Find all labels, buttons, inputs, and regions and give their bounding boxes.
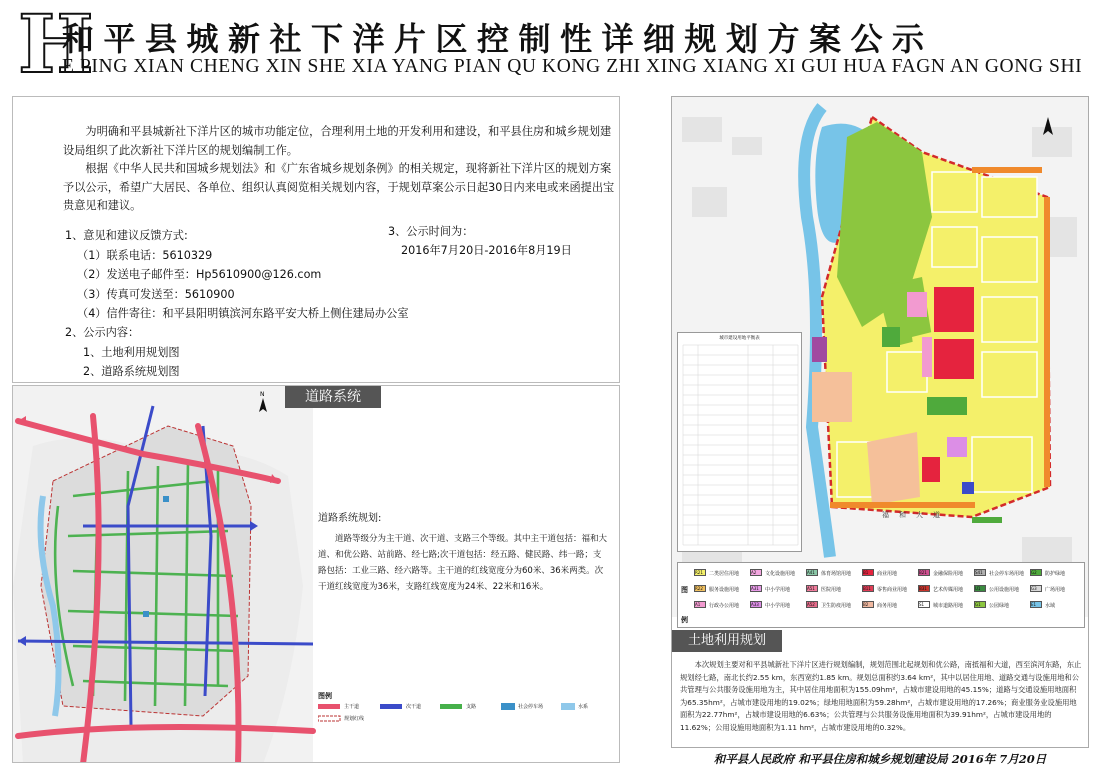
- feedback-phone: （1）联系电话：5610329: [77, 249, 213, 262]
- road-desc-body: 道路等级分为主干道、次干道、支路三个等级。其中主干道包括：福和大道、和优公路、站前路、经七路;次干道包括：经五路、健民路、纬一路；支路包括：工业三路、经六路等。主干道的红线宽度分为60米、36米两类。次干道红线宽度为36米，支路红线宽度为24米、22米和16米。: [318, 534, 608, 592]
- legend-label-a2: 文化设施用地: [765, 571, 796, 577]
- legend-label-a52: 卫生防疫用地: [821, 603, 852, 609]
- legend-code-a31: A31: [751, 586, 759, 591]
- road-panel-title: 道路系统: [285, 386, 381, 408]
- legend-code-r22: R22: [695, 586, 703, 591]
- table-title: 城市建设用地平衡表: [719, 336, 760, 341]
- legend-label-g3: 广场用地: [1045, 587, 1066, 593]
- legend-label-a1: 行政办公用地: [709, 603, 740, 609]
- footer-signature: 和平县人民政府 和平县住房和城乡规划建设局 2016年 7月20日: [713, 752, 1047, 766]
- notice-panel: [12, 96, 620, 383]
- legend-code-r21: R21: [695, 570, 703, 575]
- header: [0, 0, 1100, 91]
- page-title: 和平县城新社下洋片区控制性详细规划方案公示: [62, 20, 934, 58]
- legend-code-b11: B11: [863, 586, 871, 591]
- legend-label-s1: 城市道路用地: [933, 603, 964, 609]
- title-initial: H: [18, 0, 94, 91]
- legend-label-g2: 防护绿地: [1045, 571, 1066, 577]
- landuse-legend: [677, 562, 1085, 628]
- road-legend: [318, 691, 589, 722]
- legend-label-b21: 金融保险用地: [933, 571, 964, 577]
- legend-code-g2: G2: [1031, 570, 1037, 575]
- legend-branch-road: 支路: [466, 704, 477, 710]
- legend-code-e1: E1: [1031, 602, 1037, 607]
- feedback-fax: （3）传真可发送至：5610900: [77, 288, 235, 301]
- legend-main-road: 主干道: [344, 704, 360, 710]
- legend-label-b31: 艺术传媒用地: [933, 587, 964, 593]
- content-item-2: 2、道路系统规划图: [83, 365, 180, 378]
- page-title-pinyin: E PING XIAN CHENG XIN SHE XIA YANG PIAN QU KONG ZHI XING XIANG XI GUI HUA FAGN AN GONG SHI: [62, 56, 1083, 77]
- legend-redline: 规划红线: [344, 716, 365, 722]
- legend-label-b11: 零售商业用地: [877, 587, 908, 593]
- legend-code-g1: G1: [975, 602, 981, 607]
- legend-label-g1: 公园绿地: [989, 603, 1010, 609]
- legend-code-a51: A51: [807, 586, 815, 591]
- landuse-legend-title: 图例: [681, 586, 688, 624]
- landuse-road-label: 福和大道: [882, 511, 950, 519]
- feedback-email: （2）发送电子邮件至：Hp5610900@126.com: [77, 268, 322, 281]
- feedback-mail: （4）信件寄往：和平县阳明镇滨河东路平安大桥上侧住建局办公室: [77, 307, 409, 320]
- legend-label-r22: 服务设施用地: [709, 587, 740, 593]
- landuse-panel-title: 土地利用规划: [672, 630, 782, 652]
- legend-label-b1: 商业用地: [877, 571, 898, 577]
- period-title: 3、公示时间为：: [388, 225, 474, 238]
- landuse-balance-table: [677, 332, 802, 552]
- legend-code-a41: A41: [807, 570, 815, 575]
- legend-secondary-road: 次干道: [406, 704, 422, 710]
- notice-para-2: 根据《中华人民共和国城乡规划法》和《广东省城乡规划条例》的相关规定，现将新社下洋片区的规划方案予以公示，希望广大居民、各单位、组织认真阅览相关规划内容，于规划草案公示日起30日内来电或来函提出宝贵意见和建议。: [63, 162, 615, 212]
- legend-code-a33: A33: [751, 602, 759, 607]
- legend-label-u1: 公用设施用地: [989, 587, 1020, 593]
- legend-label-a33: 中小学用地: [765, 603, 791, 609]
- legend-code-a52: A52: [807, 602, 815, 607]
- legend-code-b21: B21: [919, 570, 927, 575]
- legend-label-s41: 社会停车场用地: [989, 571, 1025, 577]
- legend-parking: 社会停车场: [518, 704, 544, 710]
- legend-code-s41: S41: [975, 570, 983, 575]
- legend-code-a2: A2: [751, 570, 757, 575]
- content-item-1: 1、土地利用规划图: [83, 346, 180, 359]
- legend-label-b2: 商务用地: [877, 603, 898, 609]
- legend-code-g3: G3: [1031, 586, 1037, 591]
- legend-code-s1: S1: [919, 602, 925, 607]
- legend-label-a51: 医院用地: [821, 587, 842, 593]
- table-grid: [678, 341, 803, 551]
- legend-label-a41: 体育场馆用地: [821, 571, 852, 577]
- landuse-description: 本次规划主要对和平县城新社下洋片区进行规划编制，规划范围北起规划和优公路，南抵福和大道，西至滨河东路，东止规划经七路，南北长约2.55 km，东西宽约1.85 km。规划总面积约3.64 km²，其中以居住用地、道路交通与设施用地和公共管理与公共服务设施用地为主，其中居住用地面积为155.09hm²，占城市建设用地的45.15%；道路与交通设施用地面积为65.35hm²，占城市建设用地的19.02%；绿地用地面积为59.28hm²，占城市建设用地的17.26%；商业服务业设施用地面积为22.77hm²，占城市建设用地的6.63%；公共管理与公共服务设施用地面积为39.91hm²，占城市建设用地的11.62%；公用设施用地面积为1.11 hm²，占城市建设用地的0.32%。: [680, 660, 1082, 732]
- legend-code-b2: B2: [863, 602, 869, 607]
- legend-label-e1: 水域: [1045, 603, 1056, 609]
- legend-label-a31: 中小学用地: [765, 587, 791, 593]
- road-system-panel: [12, 385, 620, 763]
- legend-label-r21: 二类居住用地: [709, 571, 740, 577]
- road-description: [318, 511, 608, 595]
- content-title: 2、公示内容：: [65, 326, 140, 339]
- road-desc-title: 道路系统规划:: [318, 513, 382, 524]
- svg-text:N: N: [260, 391, 265, 398]
- legend-code-a1: A1: [695, 602, 701, 607]
- legend-code-u1: U1: [975, 586, 981, 591]
- landuse-panel: [671, 96, 1089, 748]
- legend-code-b31: B31: [919, 586, 927, 591]
- feedback-title: 1、意见和建议反馈方式:: [65, 229, 188, 242]
- road-legend-title: 图例: [318, 692, 332, 700]
- period-value: 2016年7月20日-2016年8月19日: [401, 244, 572, 257]
- legend-code-b1: B1: [863, 570, 869, 575]
- notice-para-1: 为明确和平县城新社下洋片区的城市功能定位，合理利用土地的开发利用和建设，和平县住房和城乡规划建设局组织了此次新社下洋片区的规划编制工作。: [63, 125, 612, 157]
- legend-water: 水系: [578, 704, 589, 710]
